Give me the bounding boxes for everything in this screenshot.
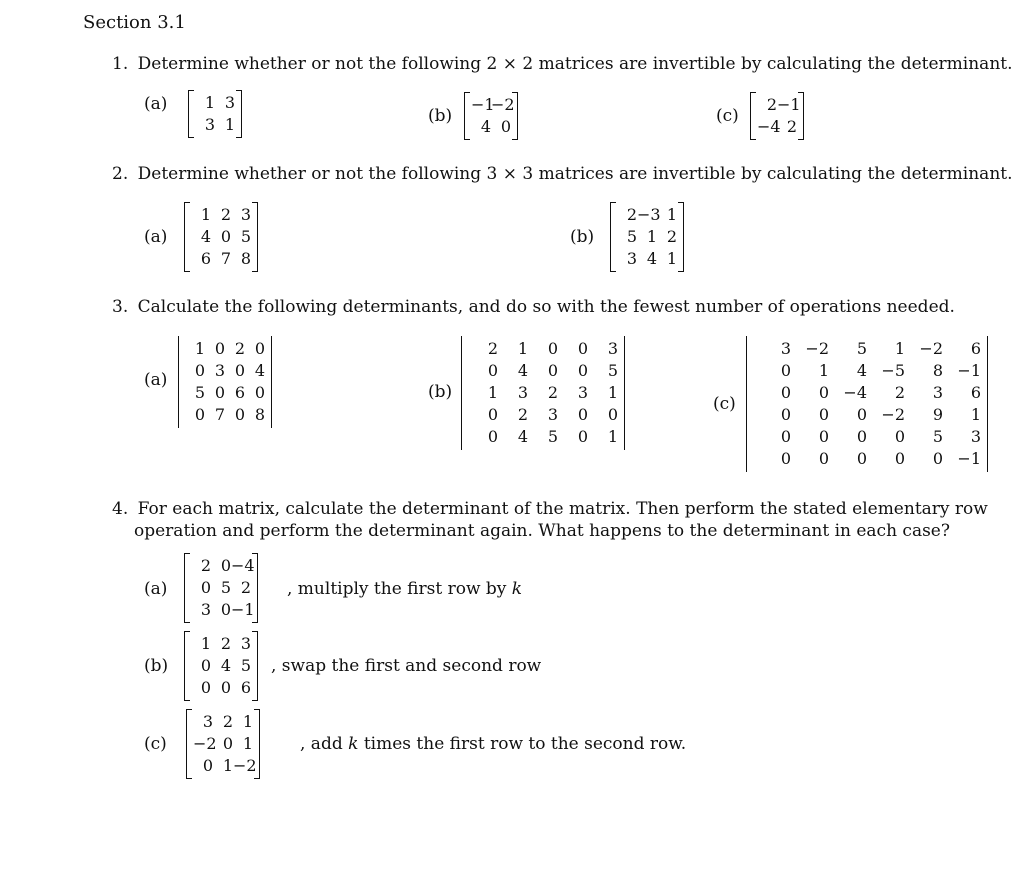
entry-r6-c6: −1 [957,449,981,468]
entry-r4-c4: 0 [577,405,588,424]
determinant [461,336,625,450]
entry-r1-c1: 3 [780,339,791,358]
matrix-body [184,631,258,701]
entry-r5-c3: 5 [547,427,558,446]
op-text: , add [300,734,349,754]
entry-r1-c2: −2 [805,339,829,358]
matrix [750,92,804,140]
entry-r4-c2: 7 [214,405,225,424]
entry-r5-c5: 1 [607,427,618,446]
left-bracket [461,336,463,450]
entry-r3-c2: 1 [222,756,233,775]
part-label: (b) [428,382,453,402]
determinant-body [461,336,625,450]
problem-1-statement [112,54,1013,74]
entry-r5-c4: 0 [577,427,588,446]
entry-r2-c2: 4 [517,361,528,380]
right-bracket [986,336,988,472]
entry-r3-c1: 0 [780,383,791,402]
left-bracket [188,90,194,138]
part-label: (a) [144,94,168,114]
entry-r3-c1: 1 [487,383,498,402]
entry-r4-c4: 8 [254,405,265,424]
entry-r1-c3: 1 [666,205,677,224]
entry-r1-c2: −2 [491,95,515,114]
entry-r2-c1: 0 [194,361,205,380]
left-bracket [184,553,190,623]
entry-r3-c1: 5 [194,383,205,402]
entry-r1-c1: 2 [487,339,498,358]
entry-r6-c4: 0 [894,449,905,468]
problem-1-part-a [144,94,167,114]
entry-r3-c6: 6 [970,383,981,402]
entry-r1-c4: 1 [894,339,905,358]
part-label: (b) [428,106,453,126]
op-var: k [348,734,359,754]
entry-r3-c3: 8 [240,249,251,268]
part-label: (a) [144,227,168,247]
entry-r1-c2: −1 [777,95,801,114]
entry-r1-c1: 2 [766,95,777,114]
entry-r3-c2: 4 [646,249,657,268]
part-label: (c) [716,106,739,126]
entry-r1-c2: 2 [220,634,231,653]
matrix-body [464,92,518,140]
determinant [746,336,988,472]
entry-r3-c2: 0 [818,383,829,402]
problem-text-line1: For each matrix, calculate the determinant of the matrix. Then perform the stated elementary row [137,499,988,519]
entry-r2-c3: 5 [240,656,251,675]
entry-r2-c4: 0 [577,361,588,380]
entry-r3-c3: 2 [547,383,558,402]
entry-r4-c4: −2 [881,405,905,424]
row-operation-c [300,734,686,754]
left-bracket [746,336,748,472]
problem-4-part-b [144,656,168,676]
entry-r1-c3: 0 [547,339,558,358]
entry-r2-c1: 5 [626,227,637,246]
problem-number: 3. [112,297,129,317]
right-bracket [270,336,272,428]
entry-r1-c3: 1 [242,712,253,731]
entry-r3-c4: 0 [254,383,265,402]
matrix [186,709,260,779]
right-bracket [678,202,684,272]
problem-text-line2: operation and perform the determinant again. What happens to the determinant in each case? [134,521,950,541]
entry-r2-c2: 0 [222,734,233,753]
problem-1-part-c [716,106,739,126]
matrix-body [750,92,804,140]
problem-4-part-c [144,734,167,754]
right-bracket [623,336,625,450]
entry-r4-c2: 2 [517,405,528,424]
entry-r2-c3: 0 [547,361,558,380]
entry-r2-c4: −5 [881,361,905,380]
matrix [184,553,258,623]
part-label: (a) [144,370,168,390]
entry-r5-c2: 0 [818,427,829,446]
right-bracket [252,202,258,272]
entry-r3-c3: 6 [234,383,245,402]
problem-4-statement-line2 [134,521,950,541]
entry-r2-c1: 0 [780,361,791,380]
entry-r4-c1: 0 [487,405,498,424]
entry-r2-c3: 0 [234,361,245,380]
entry-r2-c1: 0 [487,361,498,380]
entry-r5-c3: 0 [856,427,867,446]
determinant-body [178,336,272,428]
op-var: k [511,579,523,599]
problem-text: Determine whether or not the following 3 × 3 matrices are invertible by calculating the determinant. [137,164,1013,184]
left-bracket [184,202,190,272]
section-title: Section 3.1 [83,12,186,33]
entry-r3-c5: 3 [932,383,943,402]
entry-r2-c2: 1 [818,361,829,380]
entry-r3-c3: −4 [843,383,867,402]
matrix-body [184,202,258,272]
entry-r2-c4: 4 [254,361,265,380]
problem-4-part-a [144,579,167,599]
entry-r2-c1: 4 [200,227,211,246]
right-bracket [236,90,242,138]
entry-r2-c5: 8 [932,361,943,380]
op-tail: times the first row to the second row. [358,734,687,754]
entry-r4-c5: 0 [607,405,618,424]
entry-r2-c2: 4 [220,656,231,675]
entry-r5-c4: 0 [894,427,905,446]
entry-r6-c1: 0 [780,449,791,468]
entry-r3-c1: 3 [626,249,637,268]
entry-r4-c5: 9 [932,405,943,424]
problem-2-part-a [144,227,167,247]
problem-text: Determine whether or not the following 2 × 2 matrices are invertible by calculating the determinant. [137,54,1013,74]
right-bracket [798,92,804,140]
entry-r6-c5: 0 [932,449,943,468]
right-bracket [252,553,258,623]
matrix-body [188,90,242,138]
entry-r3-c3: 1 [666,249,677,268]
entry-r2-c2: 0 [500,117,511,136]
matrix [184,631,258,701]
entry-r2-c2: 5 [220,578,231,597]
entry-r3-c1: 0 [200,678,211,697]
left-bracket [178,336,180,428]
right-bracket [512,92,518,140]
part-label: (a) [144,579,168,599]
entry-r1-c1: 1 [200,634,211,653]
matrix [610,202,684,272]
entry-r1-c1: 2 [200,556,211,575]
problem-4-statement [112,499,988,519]
entry-r1-c2: 2 [220,205,231,224]
entry-r3-c1: 6 [200,249,211,268]
entry-r3-c2: 0 [220,678,231,697]
entry-r2-c6: −1 [957,361,981,380]
entry-r2-c2: 0 [220,227,231,246]
matrix-body [184,553,258,623]
entry-r5-c6: 3 [970,427,981,446]
part-label: (c) [713,394,736,414]
matrix [184,202,258,272]
entry-r1-c4: 0 [577,339,588,358]
entry-r3-c3: 6 [240,678,251,697]
entry-r1-c3: 2 [234,339,245,358]
entry-r2-c3: 2 [240,578,251,597]
entry-r6-c3: 0 [856,449,867,468]
problem-3-statement [112,297,955,317]
entry-r4-c1: 0 [194,405,205,424]
entry-r2-c1: 3 [204,115,215,134]
problem-3-part-b [428,382,452,402]
left-bracket [464,92,470,140]
entry-r4-c2: 0 [818,405,829,424]
entry-r2-c2: 1 [646,227,657,246]
entry-r1-c1: 1 [204,93,215,112]
matrix [188,90,242,138]
problem-number: 4. [112,499,129,519]
entry-r2-c3: 1 [242,734,253,753]
entry-r5-c1: 0 [487,427,498,446]
entry-r3-c1: 0 [202,756,213,775]
op-text: , swap the first and second row [271,656,542,676]
entry-r1-c2: 2 [222,712,233,731]
entry-r4-c3: 0 [234,405,245,424]
entry-r1-c3: 3 [240,205,251,224]
left-bracket [184,631,190,701]
entry-r3-c2: 7 [220,249,231,268]
entry-r1-c2: 3 [224,93,235,112]
matrix-body [186,709,260,779]
entry-r3-c3: −1 [231,600,255,619]
entry-r3-c3: −2 [233,756,257,775]
entry-r1-c1: 2 [626,205,637,224]
entry-r3-c5: 1 [607,383,618,402]
entry-r1-c3: 3 [240,634,251,653]
problem-number: 1. [112,54,129,74]
op-text: , multiply the first row by [287,579,512,599]
problem-3-part-a [144,370,167,390]
entry-r1-c2: 0 [214,339,225,358]
entry-r4-c1: 0 [780,405,791,424]
matrix-body [610,202,684,272]
entry-r1-c1: 1 [194,339,205,358]
entry-r2-c3: 4 [856,361,867,380]
entry-r4-c3: 0 [856,405,867,424]
part-label: (b) [144,656,169,676]
entry-r4-c3: 3 [547,405,558,424]
entry-r6-c2: 0 [818,449,829,468]
entry-r3-c4: 2 [894,383,905,402]
left-bracket [610,202,616,272]
right-bracket [254,709,260,779]
part-label: (b) [570,227,595,247]
row-operation-b [271,656,541,676]
matrix [464,92,518,140]
entry-r2-c2: 2 [786,117,797,136]
part-label: (c) [144,734,167,754]
problem-3-part-c [713,394,736,414]
entry-r5-c5: 5 [932,427,943,446]
entry-r2-c1: −2 [193,734,217,753]
entry-r2-c1: 0 [200,656,211,675]
entry-r1-c4: 0 [254,339,265,358]
entry-r1-c2: 1 [517,339,528,358]
entry-r2-c1: 4 [480,117,491,136]
left-bracket [186,709,192,779]
entry-r3-c2: 0 [220,600,231,619]
entry-r1-c1: −1 [471,95,495,114]
entry-r1-c5: 3 [607,339,618,358]
problem-text: Calculate the following determinants, and do so with the fewest number of operations needed. [137,297,955,317]
entry-r1-c2: 0 [220,556,231,575]
entry-r3-c2: 0 [214,383,225,402]
entry-r2-c3: 2 [666,227,677,246]
entry-r2-c5: 5 [607,361,618,380]
problem-number: 2. [112,164,129,184]
problem-2-statement [112,164,1013,184]
entry-r2-c1: 0 [200,578,211,597]
entry-r2-c1: −4 [757,117,781,136]
entry-r1-c6: 6 [970,339,981,358]
right-bracket [252,631,258,701]
entry-r5-c1: 0 [780,427,791,446]
entry-r1-c1: 1 [200,205,211,224]
entry-r2-c2: 1 [224,115,235,134]
entry-r5-c2: 4 [517,427,528,446]
entry-r1-c1: 3 [202,712,213,731]
problem-1-part-b [428,106,452,126]
entry-r1-c5: −2 [919,339,943,358]
problem-2-part-b [570,227,594,247]
entry-r2-c3: 5 [240,227,251,246]
determinant [178,336,272,428]
entry-r4-c6: 1 [970,405,981,424]
determinant-body [746,336,988,472]
entry-r1-c2: −3 [637,205,661,224]
entry-r3-c4: 3 [577,383,588,402]
left-bracket [750,92,756,140]
entry-r3-c1: 3 [200,600,211,619]
entry-r1-c3: 5 [856,339,867,358]
entry-r2-c2: 3 [214,361,225,380]
entry-r1-c3: −4 [231,556,255,575]
entry-r3-c2: 3 [517,383,528,402]
row-operation-a [287,579,522,599]
